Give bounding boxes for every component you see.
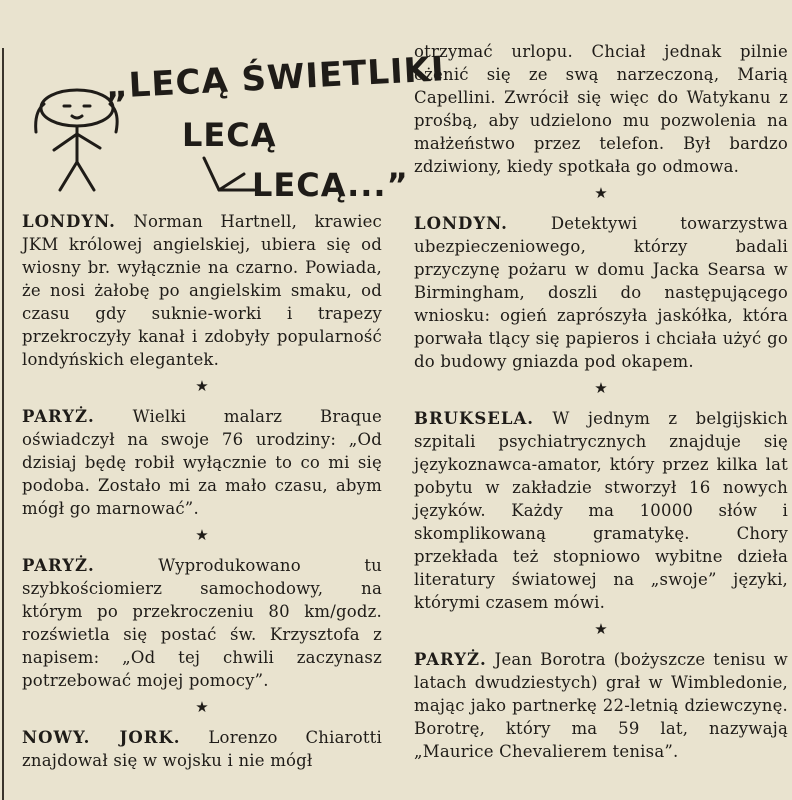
stick-figure-title-art	[14, 40, 446, 210]
article-newyork-chiarotti	[22, 726, 382, 772]
title-line-1: „LECĄ ŚWIETLIKI	[104, 49, 446, 107]
article-text: Norman Hartnell, krawiec JKM królowej angielskiej, ubiera się od wiosny br. wyłącznie na czarno. Powiada, że nosi żałobę po angielskim smaku, od czasu gdy suknie-worki i trapezy przekroczyły kanał i zdobyły popularność londyńskich elegantek.	[22, 212, 382, 369]
dateline: LONDYN.	[22, 212, 116, 231]
article-newyork-continued	[414, 40, 788, 178]
article-text: Wielki malarz Braque oświadczył na swoje 76 urodziny: „Od dzisiaj będę robił wyłącznie to co mi się podoba. Zostało mi za mało czasu, abym mógł go marnować”.	[22, 407, 382, 518]
star-separator: ★	[195, 526, 209, 544]
right-column	[414, 40, 788, 763]
article-paris-speedometer	[22, 554, 382, 692]
dateline: PARYŻ.	[22, 556, 95, 575]
article-text: Wyprodukowano tu szybkościomierz samochodowy, na którym po przekroczeniu 80 km/godz. rozświetla się postać św. Krzysztofa z napisem: „Od tej chwili zaczynasz potrzebować mojej pomocy”.	[22, 556, 382, 690]
header-illustration	[22, 0, 446, 210]
star-separator: ★	[195, 698, 209, 716]
dateline: LONDYN.	[414, 214, 508, 233]
dateline: PARYŻ.	[414, 650, 487, 669]
star-separator: ★	[594, 379, 608, 397]
title-line-2: LECĄ	[182, 116, 277, 154]
article-paris-braque	[22, 405, 382, 520]
article-text: otrzymać urlopu. Chciał jednak pilnie ożenić się ze swą narzeczoną, Marią Capellini. Zwrócił się więc do Watykanu z prośbą, aby udzielono mu pozwolenia na małżeństwo przez telefon. Był bardzo zdziwiony, kiedy spotkała go odmowa.	[414, 42, 788, 176]
article-london-hartnell	[22, 210, 382, 371]
article-text: Detektywi towarzystwa ubezpieczeniowego, którzy badali przyczynę pożaru w domu Jacka Searsa w Birmingham, doszli do następującego wniosku: ogień zaprószyła jaskółka, która porwała tlący się papieros i chciała użyć go do budowy gniazda pod okapem.	[414, 214, 788, 371]
title-line-3: LECĄ...”	[252, 166, 409, 204]
article-london-swallow	[414, 212, 788, 373]
article-paris-borotra	[414, 648, 788, 763]
star-separator: ★	[594, 184, 608, 202]
article-text: Jean Borotra (bożyszcze tenisu w latach dwudziestych) grał w Wimbledonie, mając jako partnerkę 22-letnią dziewczynę. Borotrę, który ma 59 lat, nazywają „Maurice Chevalierem tenisa”.	[414, 650, 788, 761]
article-text: Lorenzo Chiarotti znajdował się w wojsku i nie mógł	[22, 728, 382, 770]
article-text: W jednym z belgijskich szpitali psychiatrycznych znajduje się językoznawca-amator, który przez kilka lat pobytu w zakładzie stworzył 16 nowych języków. Każdy ma 10000 słów i skomplikowaną gramatykę. Chory przekłada też stopniowo wybitne dzieła literatury światowej na „swoje” języki, którymi czasem mówi.	[414, 409, 788, 612]
star-separator: ★	[195, 377, 209, 395]
dateline: NOWY. JORK.	[22, 728, 181, 747]
star-separator: ★	[594, 620, 608, 638]
dateline: PARYŻ.	[22, 407, 95, 426]
article-brussels-linguist	[414, 407, 788, 614]
left-column	[22, 0, 446, 772]
column-rule	[2, 48, 4, 800]
dateline: BRUKSELA.	[414, 409, 535, 428]
